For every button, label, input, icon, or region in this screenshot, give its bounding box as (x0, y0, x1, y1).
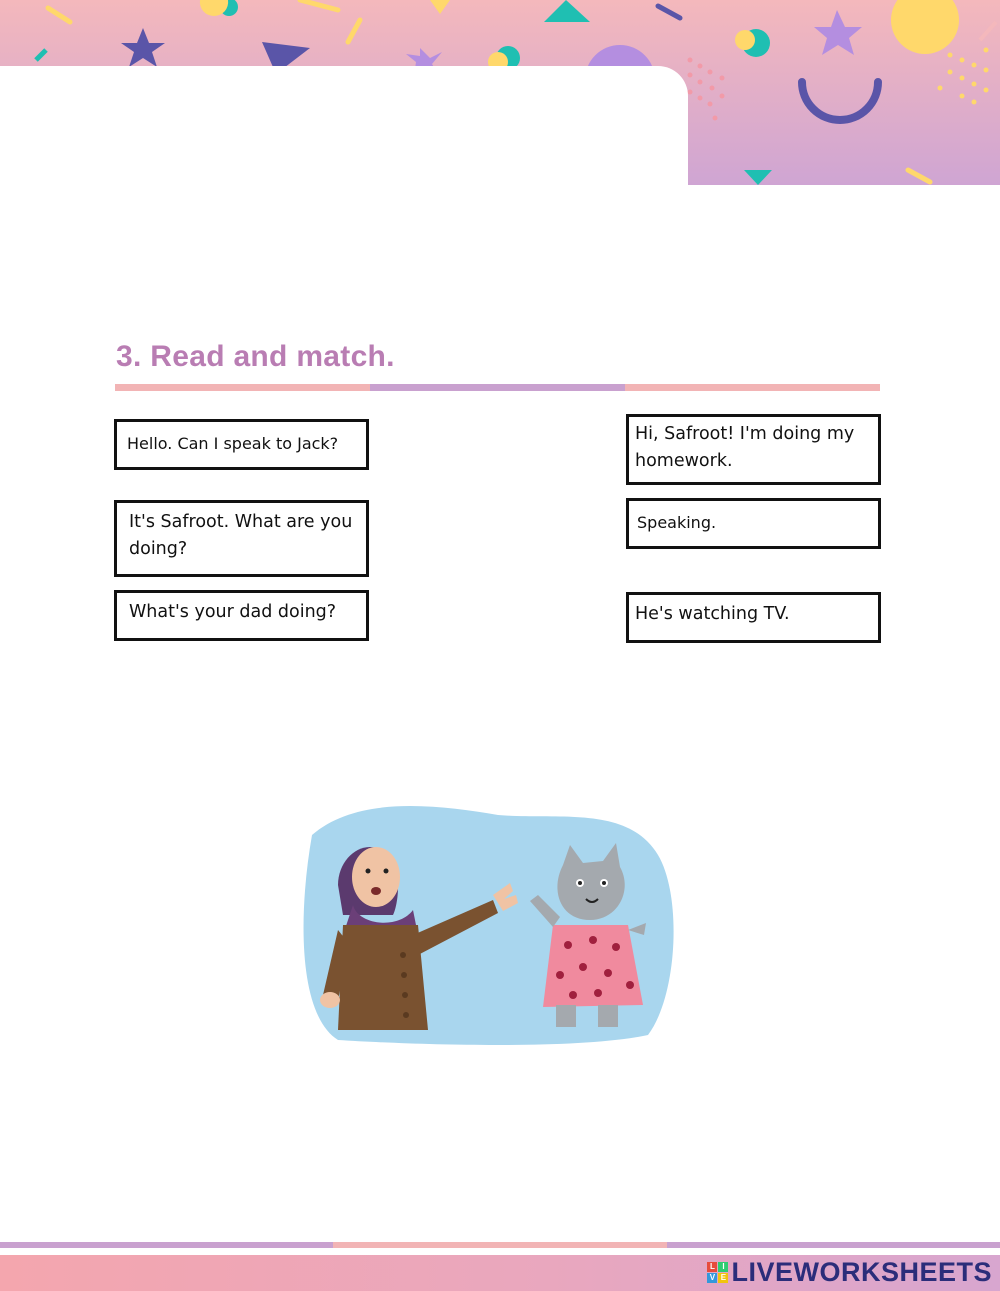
exercise-title: 3. Read and match. (116, 340, 395, 373)
match-left-2[interactable]: It's Safroot. What are you doing? (114, 500, 369, 577)
liveworksheets-brand[interactable] (707, 1256, 992, 1288)
girl-and-cat-waving-illustration (298, 795, 682, 1050)
match-right-2[interactable]: Speaking. (626, 498, 881, 549)
match-left-3[interactable]: What's your dad doing? (114, 590, 369, 641)
title-underline (115, 384, 880, 391)
liveworksheets-logo-icon: L I V E (707, 1262, 728, 1283)
match-left-1[interactable]: Hello. Can I speak to Jack? (114, 419, 369, 470)
brand-name: LIVEWORKSHEETS (731, 1256, 992, 1287)
match-right-1[interactable]: Hi, Safroot! I'm doing my homework. (626, 414, 881, 485)
footer-rule (0, 1242, 1000, 1248)
header-white-panel (0, 66, 688, 206)
match-right-3[interactable]: He's watching TV. (626, 592, 881, 643)
